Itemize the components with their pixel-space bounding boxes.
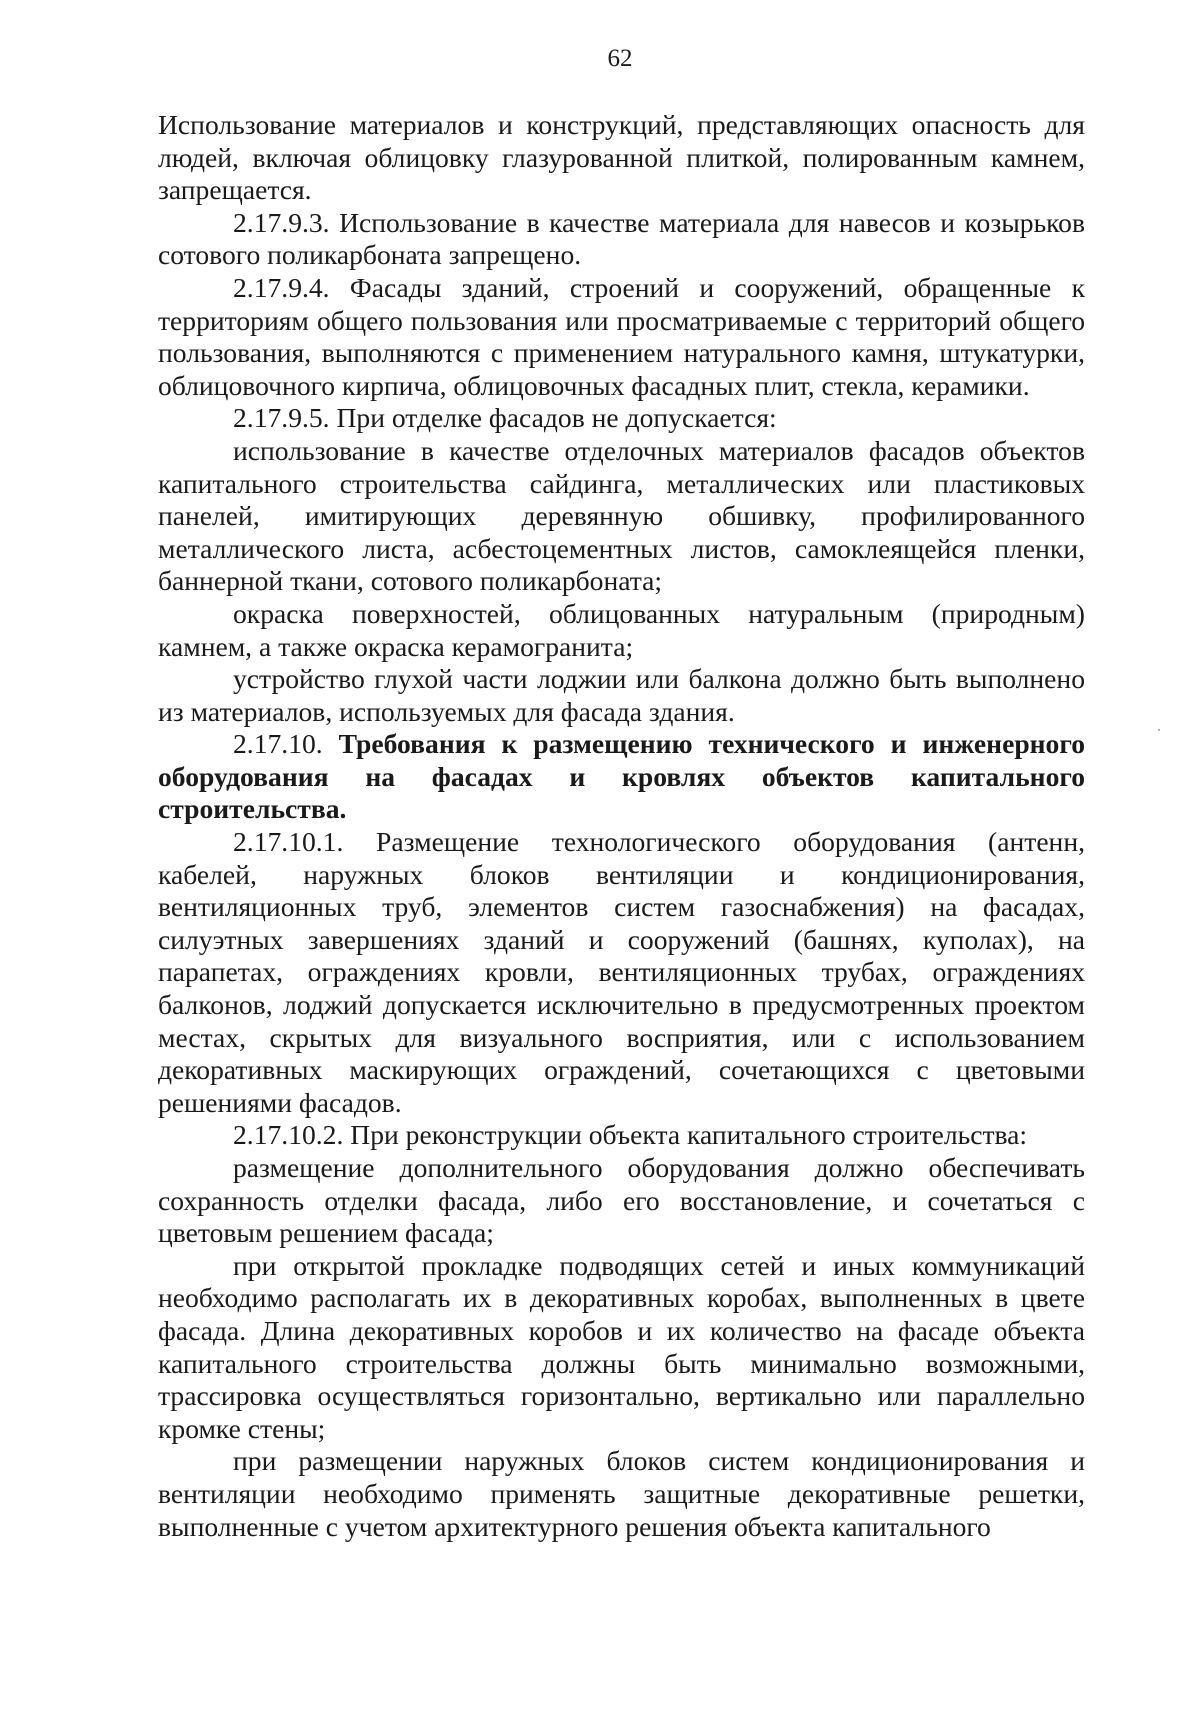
list-item-stone-painting: окраска поверхностей, облицованных натуральным (природным) камнем, а также окраска керамогранита; (158, 597, 1085, 662)
section-number: 2.17.10. (233, 728, 323, 760)
paragraph-2-17-9-4: 2.17.9.4. Фасады зданий, строений и сооружений, обращенные к территориям общего пользования или просматриваемые с территорий общего пользования, выполняются с применением натурального камня, штукатурки, облицовочного кирпича, облицовочных фасадных плит, стекла, керамики. (158, 271, 1085, 401)
paragraph-2-17-9-5: 2.17.9.5. При отделке фасадов не допускается: (233, 402, 777, 434)
section-heading-2-17-10 (158, 728, 1085, 826)
paragraph-2-17-9-3: 2.17.9.3. Использование в качестве материала для навесов и козырьков сотового поликарбоната запрещено. (158, 206, 1085, 271)
paragraph-materials-prohibition: Использование материалов и конструкций, представляющих опасность для людей, включая облицовку глазурованной плиткой, полированным камнем, запрещается. (158, 109, 1085, 206)
list-item-loggia-balcony: устройство глухой части лоджии или балкона должно быть выполнено из материалов, используемых для фасада здания. (158, 663, 1085, 727)
section-title: Требования к размещению технического и инженерного оборудования на фасадах и кровлях объектов капитального строительства. (158, 728, 1085, 825)
list-item-additional-equipment: размещение дополнительного оборудования должно обеспечивать сохранность отделки фасада, либо его восстановление, и сочетаться с цветовым решением фасада; (158, 1152, 1085, 1249)
list-item-open-cabling: при открытой прокладке подводящих сетей и иных коммуникаций необходимо располагать их в декоративных коробах, выполненных в цвете фасада. Длина декоративных коробов и их количество на фасаде объекта капитального строительства должны быть минимально возможными, трассировка осуществляться горизонтально, вертикально или параллельно кромке стены; (158, 1249, 1085, 1444)
paragraph-2-17-10-1: 2.17.10.1. Размещение технологического оборудования (антенн, кабелей, наружных блоков вентиляции и кондиционирования, вентиляционных труб, элементов систем газоснабжения) на фасадах, силуэтных завершениях зданий и сооружений (башнях, куполах), на парапетах, ограждениях кровли, вентиляционных трубах, ограждениях балконов, лоджий допускается исключительно в предусмотренных проектом местах, скрытых для визуального восприятия, или с использованием декоративных маскирующих ограждений, сочетающихся с цветовыми решениями фасадов. (158, 826, 1085, 1118)
paragraph-2-17-10-2: 2.17.10.2. При реконструкции объекта капитального строительства: (233, 1119, 1028, 1151)
list-item-finishing-materials: использование в качестве отделочных материалов фасадов объектов капитального строительства сайдинга, металлических или пластиковых панелей, имитирующих деревянную обшивку, профилированного металлического листа, асбестоцементных листов, самоклеящейся пленки, баннерной ткани, сотового поликарбоната; (158, 434, 1085, 597)
list-item-external-units: при размещении наружных блоков систем кондиционирования и вентиляции необходимо применять защитные декоративные решетки, выполненные с учетом архитектурного решения объекта капитального (158, 1445, 1085, 1542)
page-number: 62 (607, 45, 633, 72)
scan-speck (1158, 729, 1160, 731)
document-body (158, 109, 1085, 1543)
